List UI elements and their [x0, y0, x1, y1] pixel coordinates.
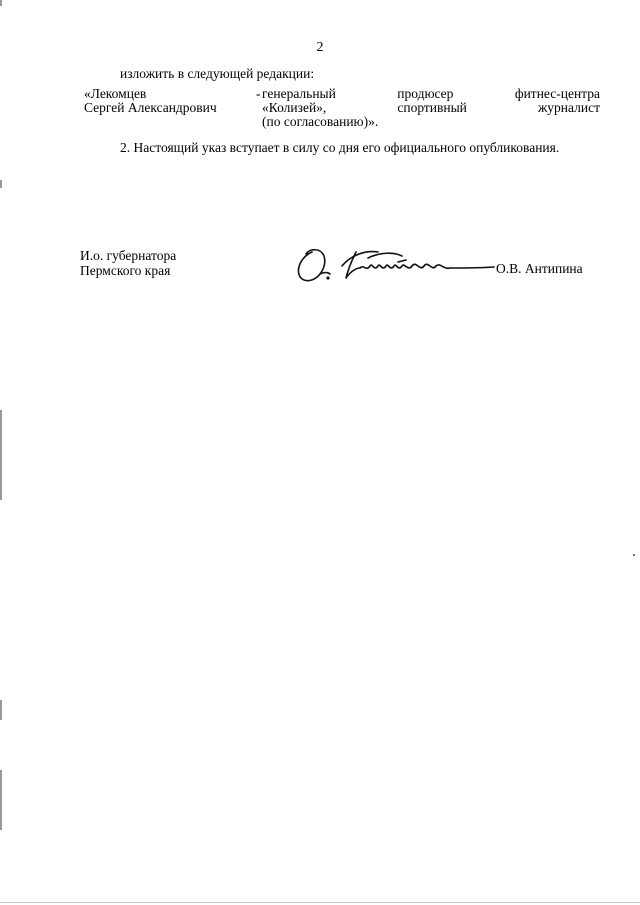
entry-name-line-2: Сергей Александрович — [84, 100, 217, 115]
paragraph-effective-date: 2. Настоящий указ вступает в силу со дня его официального опубликования. — [120, 140, 560, 155]
scan-margin-mark — [0, 700, 2, 720]
composition-entry — [84, 87, 600, 127]
entry-desc-line-1: генеральный продюсер фитнес-центра — [262, 86, 600, 101]
handwritten-signature — [290, 238, 495, 286]
entry-person-name — [84, 87, 254, 115]
scan-bottom-edge — [0, 902, 640, 903]
entry-dash: - — [256, 86, 261, 101]
scan-margin-mark — [0, 410, 2, 500]
entry-position-description — [262, 87, 600, 129]
entry-desc-line-2: «Колизей», спортивный журналист — [262, 100, 600, 115]
page-number: 2 — [316, 40, 324, 55]
signer-name: О.В. Антипина — [496, 261, 583, 276]
scan-margin-mark — [0, 0, 2, 6]
entry-desc-line-3: (по согласованию)». — [262, 114, 379, 129]
signatory-line-2: Пермского края — [80, 263, 171, 278]
signatory-line-1: И.о. губернатора — [80, 248, 177, 263]
intro-line: изложить в следующей редакции: — [120, 66, 315, 81]
scan-margin-mark — [0, 180, 2, 188]
signatory-title — [80, 248, 176, 278]
scan-margin-mark — [0, 770, 2, 830]
entry-name-line-1: «Лекомцев — [84, 86, 147, 101]
scan-speck — [633, 554, 635, 556]
